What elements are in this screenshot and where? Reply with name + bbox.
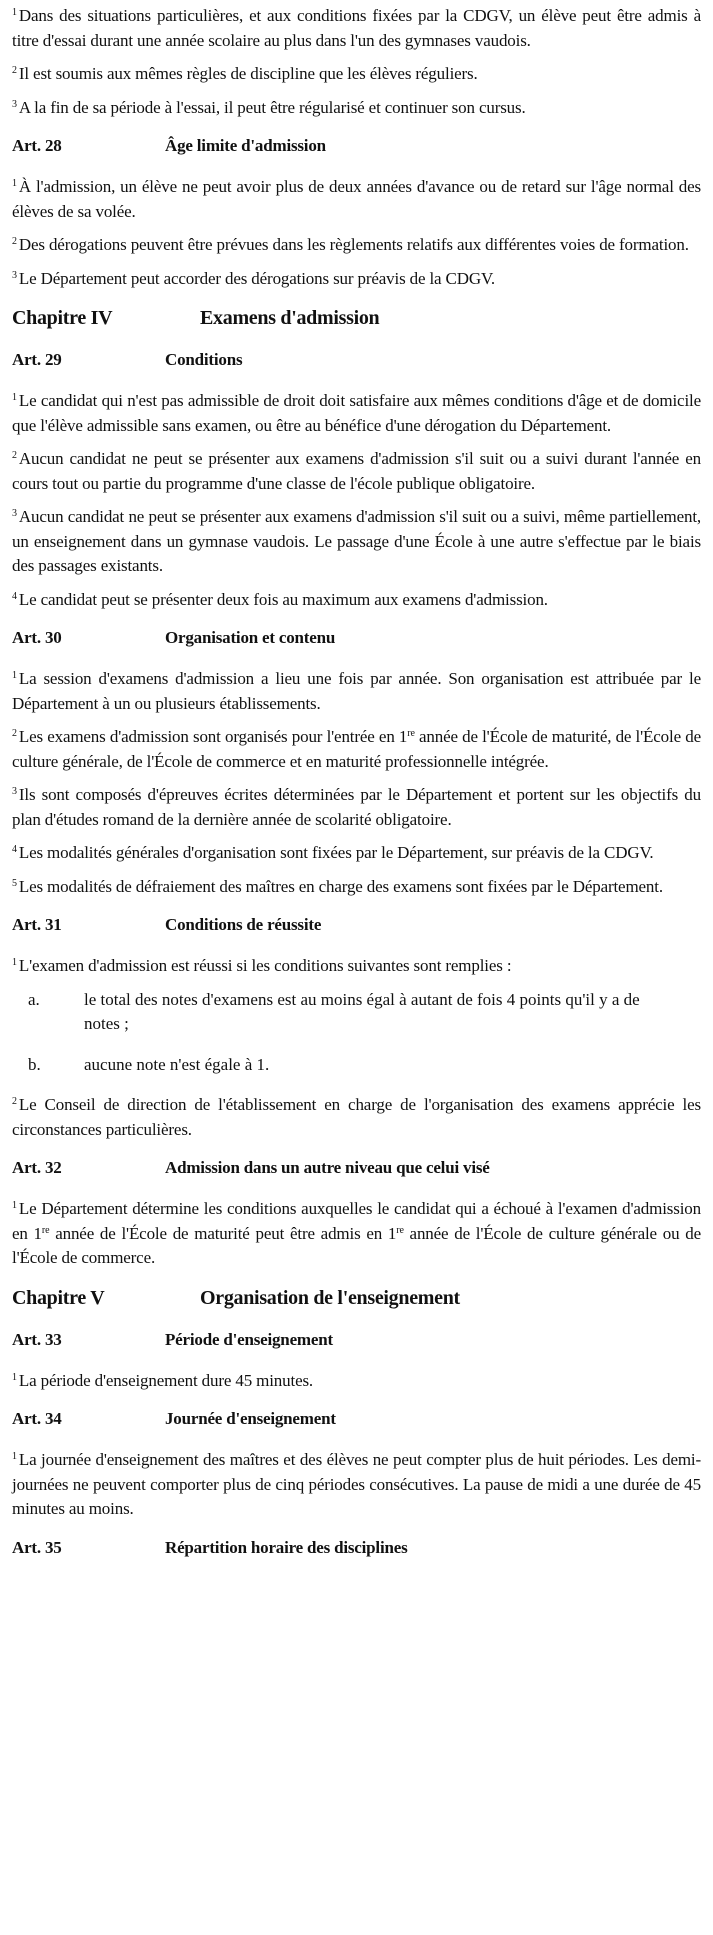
paragraph-text: Les examens d'admission sont organisés pour l'entrée en 1 xyxy=(18,727,408,746)
paragraph xyxy=(12,1369,701,1394)
paragraph xyxy=(12,783,701,832)
paragraph-text: année de l'École de culture générale ou de l'École de commerce. xyxy=(12,1223,701,1267)
article-number: Art. 31 xyxy=(12,915,62,934)
paragraph-text: Des dérogations peuvent être prévues dans les règlements relatifs aux différentes voies de formation. xyxy=(18,235,689,254)
paragraph-text: Ils sont composés d'épreuves écrites déterminées par le Département et portent sur les objectifs du plan d'études romand de la dernière année de scolarité obligatoire. xyxy=(12,785,701,829)
paragraph-number: 1 xyxy=(12,670,17,681)
paragraph xyxy=(12,4,701,53)
chapter-title: Organisation de l'enseignement xyxy=(200,1286,460,1309)
paragraph-text: A la fin de sa période à l'essai, il peut être régularisé et continuer son cursus. xyxy=(18,97,526,117)
article-title: Âge limite d'admission xyxy=(165,136,326,155)
paragraph-number: 4 xyxy=(12,590,17,602)
paragraph-number: 3 xyxy=(12,508,17,519)
paragraph-number: 2 xyxy=(12,450,17,461)
article-heading xyxy=(12,134,701,158)
paragraph-number: 5 xyxy=(12,877,17,889)
paragraph-text: Le candidat qui n'est pas admissible de droit doit satisfaire aux mêmes conditions d'âge et de domicile que l'élève admissible sans examen, ou être au bénéfice d'une dérogation du Département. xyxy=(12,391,701,435)
ordinal-suffix: re xyxy=(396,1224,404,1236)
ordinal-suffix: re xyxy=(407,728,415,739)
article-title: Admission dans un autre niveau que celui visé xyxy=(165,1158,490,1177)
paragraph xyxy=(12,1197,701,1271)
paragraph-text: L'examen d'admission est réussi si les conditions suivantes sont remplies : xyxy=(18,956,512,975)
list-item-text: aucune note n'est égale à 1. xyxy=(84,1054,270,1074)
paragraph xyxy=(12,233,701,258)
article-heading xyxy=(12,913,701,937)
paragraph-number: 1 xyxy=(12,1451,17,1462)
paragraph-text: La période d'enseignement dure 45 minutes. xyxy=(18,1370,314,1390)
list-item-text: le total des notes d'examens est au moins égal à autant de fois 4 points qu'il y a de notes ; xyxy=(84,989,640,1033)
paragraph-text: Le Conseil de direction de l'établissement en charge de l'organisation des examens apprécie les circonstances particulières. xyxy=(12,1095,701,1139)
article-title: Organisation et contenu xyxy=(165,628,336,647)
paragraph xyxy=(12,667,701,716)
article-title: Conditions xyxy=(165,350,243,369)
article-title: Journée d'enseignement xyxy=(165,1409,336,1428)
article-heading xyxy=(12,626,701,650)
paragraph-number: 3 xyxy=(12,269,17,281)
paragraph xyxy=(12,505,701,579)
paragraph xyxy=(12,1448,701,1522)
article-number: Art. 29 xyxy=(12,350,62,369)
chapter-heading xyxy=(12,1285,701,1311)
article-heading xyxy=(12,1156,701,1180)
article-title: Répartition horaire des disciplines xyxy=(165,1537,408,1557)
paragraph-number: 2 xyxy=(12,236,17,247)
paragraph xyxy=(12,841,701,866)
article-heading xyxy=(12,1536,701,1560)
article-number: Art. 35 xyxy=(12,1537,62,1557)
paragraph xyxy=(12,96,701,121)
chapter-title: Examens d'admission xyxy=(200,307,380,329)
paragraph-number: 1 xyxy=(12,1200,17,1211)
paragraph-text: année de l'École de maturité peut être admis en 1 xyxy=(49,1223,397,1243)
paragraph xyxy=(12,267,701,292)
list-item xyxy=(12,1053,701,1078)
paragraph-text: Aucun candidat ne peut se présenter aux examens d'admission s'il suit ou a suivi durant l'année en cours tout ou partie du programme d'une classe de l'école publique obligatoire. xyxy=(12,449,701,493)
paragraph-number: 1 xyxy=(12,957,17,968)
paragraph-number: 1 xyxy=(12,1371,17,1383)
ordinal-suffix: re xyxy=(41,1224,50,1236)
article-heading xyxy=(12,1407,701,1431)
paragraph-text: Le Département détermine les conditions auxquelles le candidat qui a échoué à l'examen d'admission en 1 xyxy=(12,1199,701,1243)
article-title: Période d'enseignement xyxy=(165,1329,333,1349)
chapter-heading xyxy=(12,305,701,331)
paragraph-number: 3 xyxy=(12,98,17,110)
paragraph-text: Aucun candidat ne peut se présenter aux examens d'admission s'il suit ou a suivi, même partiellement, un enseignement dans un gymnase vaudois. Le passage d'une École à une autre s'effectue par le biais des passages existants. xyxy=(12,507,701,575)
paragraph xyxy=(12,389,701,438)
paragraph-text: Il est soumis aux mêmes règles de discipline que les élèves réguliers. xyxy=(18,64,478,83)
article-number: Art. 32 xyxy=(12,1158,62,1177)
paragraph xyxy=(12,875,701,900)
paragraph-text: La session d'examens d'admission a lieu une fois par année. Son organisation est attribuée par le Département à un ou plusieurs établissements. xyxy=(12,669,701,713)
paragraph-text: Le candidat peut se présenter deux fois au maximum aux examens d'admission. xyxy=(18,589,548,609)
paragraph-number: 1 xyxy=(12,7,17,18)
paragraph-text: Le Département peut accorder des dérogations sur préavis de la CDGV. xyxy=(18,268,496,288)
article-number: Art. 28 xyxy=(12,136,62,155)
paragraph-number: 3 xyxy=(12,786,17,797)
list-item-label: a. xyxy=(28,989,40,1009)
chapter-number: Chapitre V xyxy=(12,1286,105,1309)
article-heading xyxy=(12,1328,701,1352)
paragraph-number: 2 xyxy=(12,1096,17,1107)
paragraph-text: Les modalités de défraiement des maîtres en charge des examens sont fixées par le Département. xyxy=(18,876,663,896)
article-number: Art. 33 xyxy=(12,1329,62,1349)
article-heading xyxy=(12,348,701,372)
paragraph-text: Les modalités générales d'organisation sont fixées par le Département, sur préavis de la CDGV. xyxy=(18,843,654,862)
paragraph-number: 2 xyxy=(12,65,17,76)
paragraph xyxy=(12,447,701,496)
list-item xyxy=(12,988,701,1037)
paragraph xyxy=(12,725,701,774)
paragraph-number: 1 xyxy=(12,392,17,403)
paragraph-text: La journée d'enseignement des maîtres et des élèves ne peut compter plus de huit périodes. Les demi-journées ne peuvent comporter plus de cinq périodes consécutives. La pause de midi a une durée de 45 minutes au moins. xyxy=(12,1450,701,1518)
paragraph-text: À l'admission, un élève ne peut avoir plus de deux années d'avance ou de retard sur l'âge normal des élèves de sa volée. xyxy=(12,177,701,221)
list-item-label: b. xyxy=(28,1054,41,1074)
paragraph-number: 4 xyxy=(12,844,17,855)
paragraph xyxy=(12,588,701,613)
paragraph-text: année de l'École de maturité, de l'École de culture générale, de l'École de commerce et en maturité professionnelle intégrée. xyxy=(12,727,701,771)
paragraph xyxy=(12,1093,701,1142)
paragraph-number: 1 xyxy=(12,178,17,189)
article-number: Art. 34 xyxy=(12,1409,62,1428)
paragraph xyxy=(12,175,701,224)
chapter-number: Chapitre IV xyxy=(12,307,113,329)
article-title: Conditions de réussite xyxy=(165,915,322,934)
paragraph xyxy=(12,62,701,87)
paragraph-text: Dans des situations particulières, et aux conditions fixées par la CDGV, un élève peut être admis à titre d'essai durant une année scolaire au plus dans l'un des gymnases vaudois. xyxy=(12,6,701,50)
article-number: Art. 30 xyxy=(12,628,62,647)
paragraph xyxy=(12,954,701,979)
paragraph-number: 2 xyxy=(12,728,17,739)
